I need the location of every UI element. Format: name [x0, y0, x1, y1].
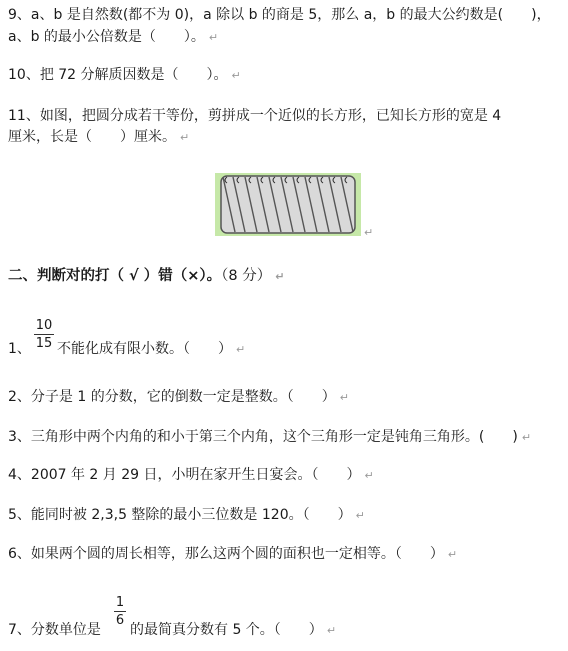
section2-points: （8 分） — [221, 268, 272, 284]
circle-rectangle-figure — [215, 173, 361, 236]
sector-strips-drawing — [215, 173, 361, 236]
judge-1-text: 不能化成有限小数。（ ） ↵ — [57, 341, 246, 357]
judge-6: 6、如果两个圆的周长相等，那么这两个圆的面积也一定相等。（ ） ↵ — [8, 546, 458, 562]
judge-3: 3、三角形中两个内角的和小于第三个内角，这个三角形一定是钝角三角形。( ) ↵ — [8, 429, 532, 445]
fraction-bar — [34, 334, 54, 335]
fraction-1-6 — [114, 595, 126, 628]
fraction-numerator: 10 — [35, 318, 53, 333]
fraction-denominator: 6 — [115, 613, 125, 628]
fraction-numerator: 1 — [115, 595, 125, 610]
fraction-denominator: 15 — [35, 336, 53, 351]
fraction-10-15 — [34, 318, 54, 351]
q10: 10、把 72 分解质因数是（ ）。 ↵ — [8, 67, 241, 83]
figure-paragraph-mark: ↵ — [364, 226, 374, 239]
q11-line1: 11、如图，把圆分成若干等份，剪拼成一个近似的长方形，已知长方形的宽是 4 — [8, 108, 502, 124]
judge-4: 4、2007 年 2 月 29 日，小明在家开生日宴会。（ ） ↵ — [8, 467, 374, 483]
section2-heading: 二、判断对的打（ √ ）错（×）。（8 分） ↵ — [8, 268, 285, 284]
judge-7-prefix: 7、分数单位是 — [8, 622, 101, 638]
section2-title: 二、判断对的打（ √ ）错（×）。 — [8, 268, 222, 284]
judge-2: 2、分子是 1 的分数，它的倒数一定是整数。（ ） ↵ — [8, 389, 349, 405]
q9-line1: 9、a、b 是自然数(都不为 0)，a 除以 b 的商是 5，那么 a，b 的最大公约数是( )， — [8, 7, 551, 23]
judge-1-prefix: 1、 — [8, 341, 31, 357]
judge-5: 5、能同时被 2,3,5 整除的最小三位数是 120。（ ） ↵ — [8, 507, 365, 523]
fraction-bar — [114, 611, 126, 612]
judge-7-text: 的最简真分数有 5 个。（ ） ↵ — [130, 622, 337, 638]
q11-line2: 厘米，长是（ ）厘米。 ↵ — [8, 129, 190, 145]
q9-line2: a、b 的最小公倍数是（ ）。 ↵ — [8, 29, 219, 45]
